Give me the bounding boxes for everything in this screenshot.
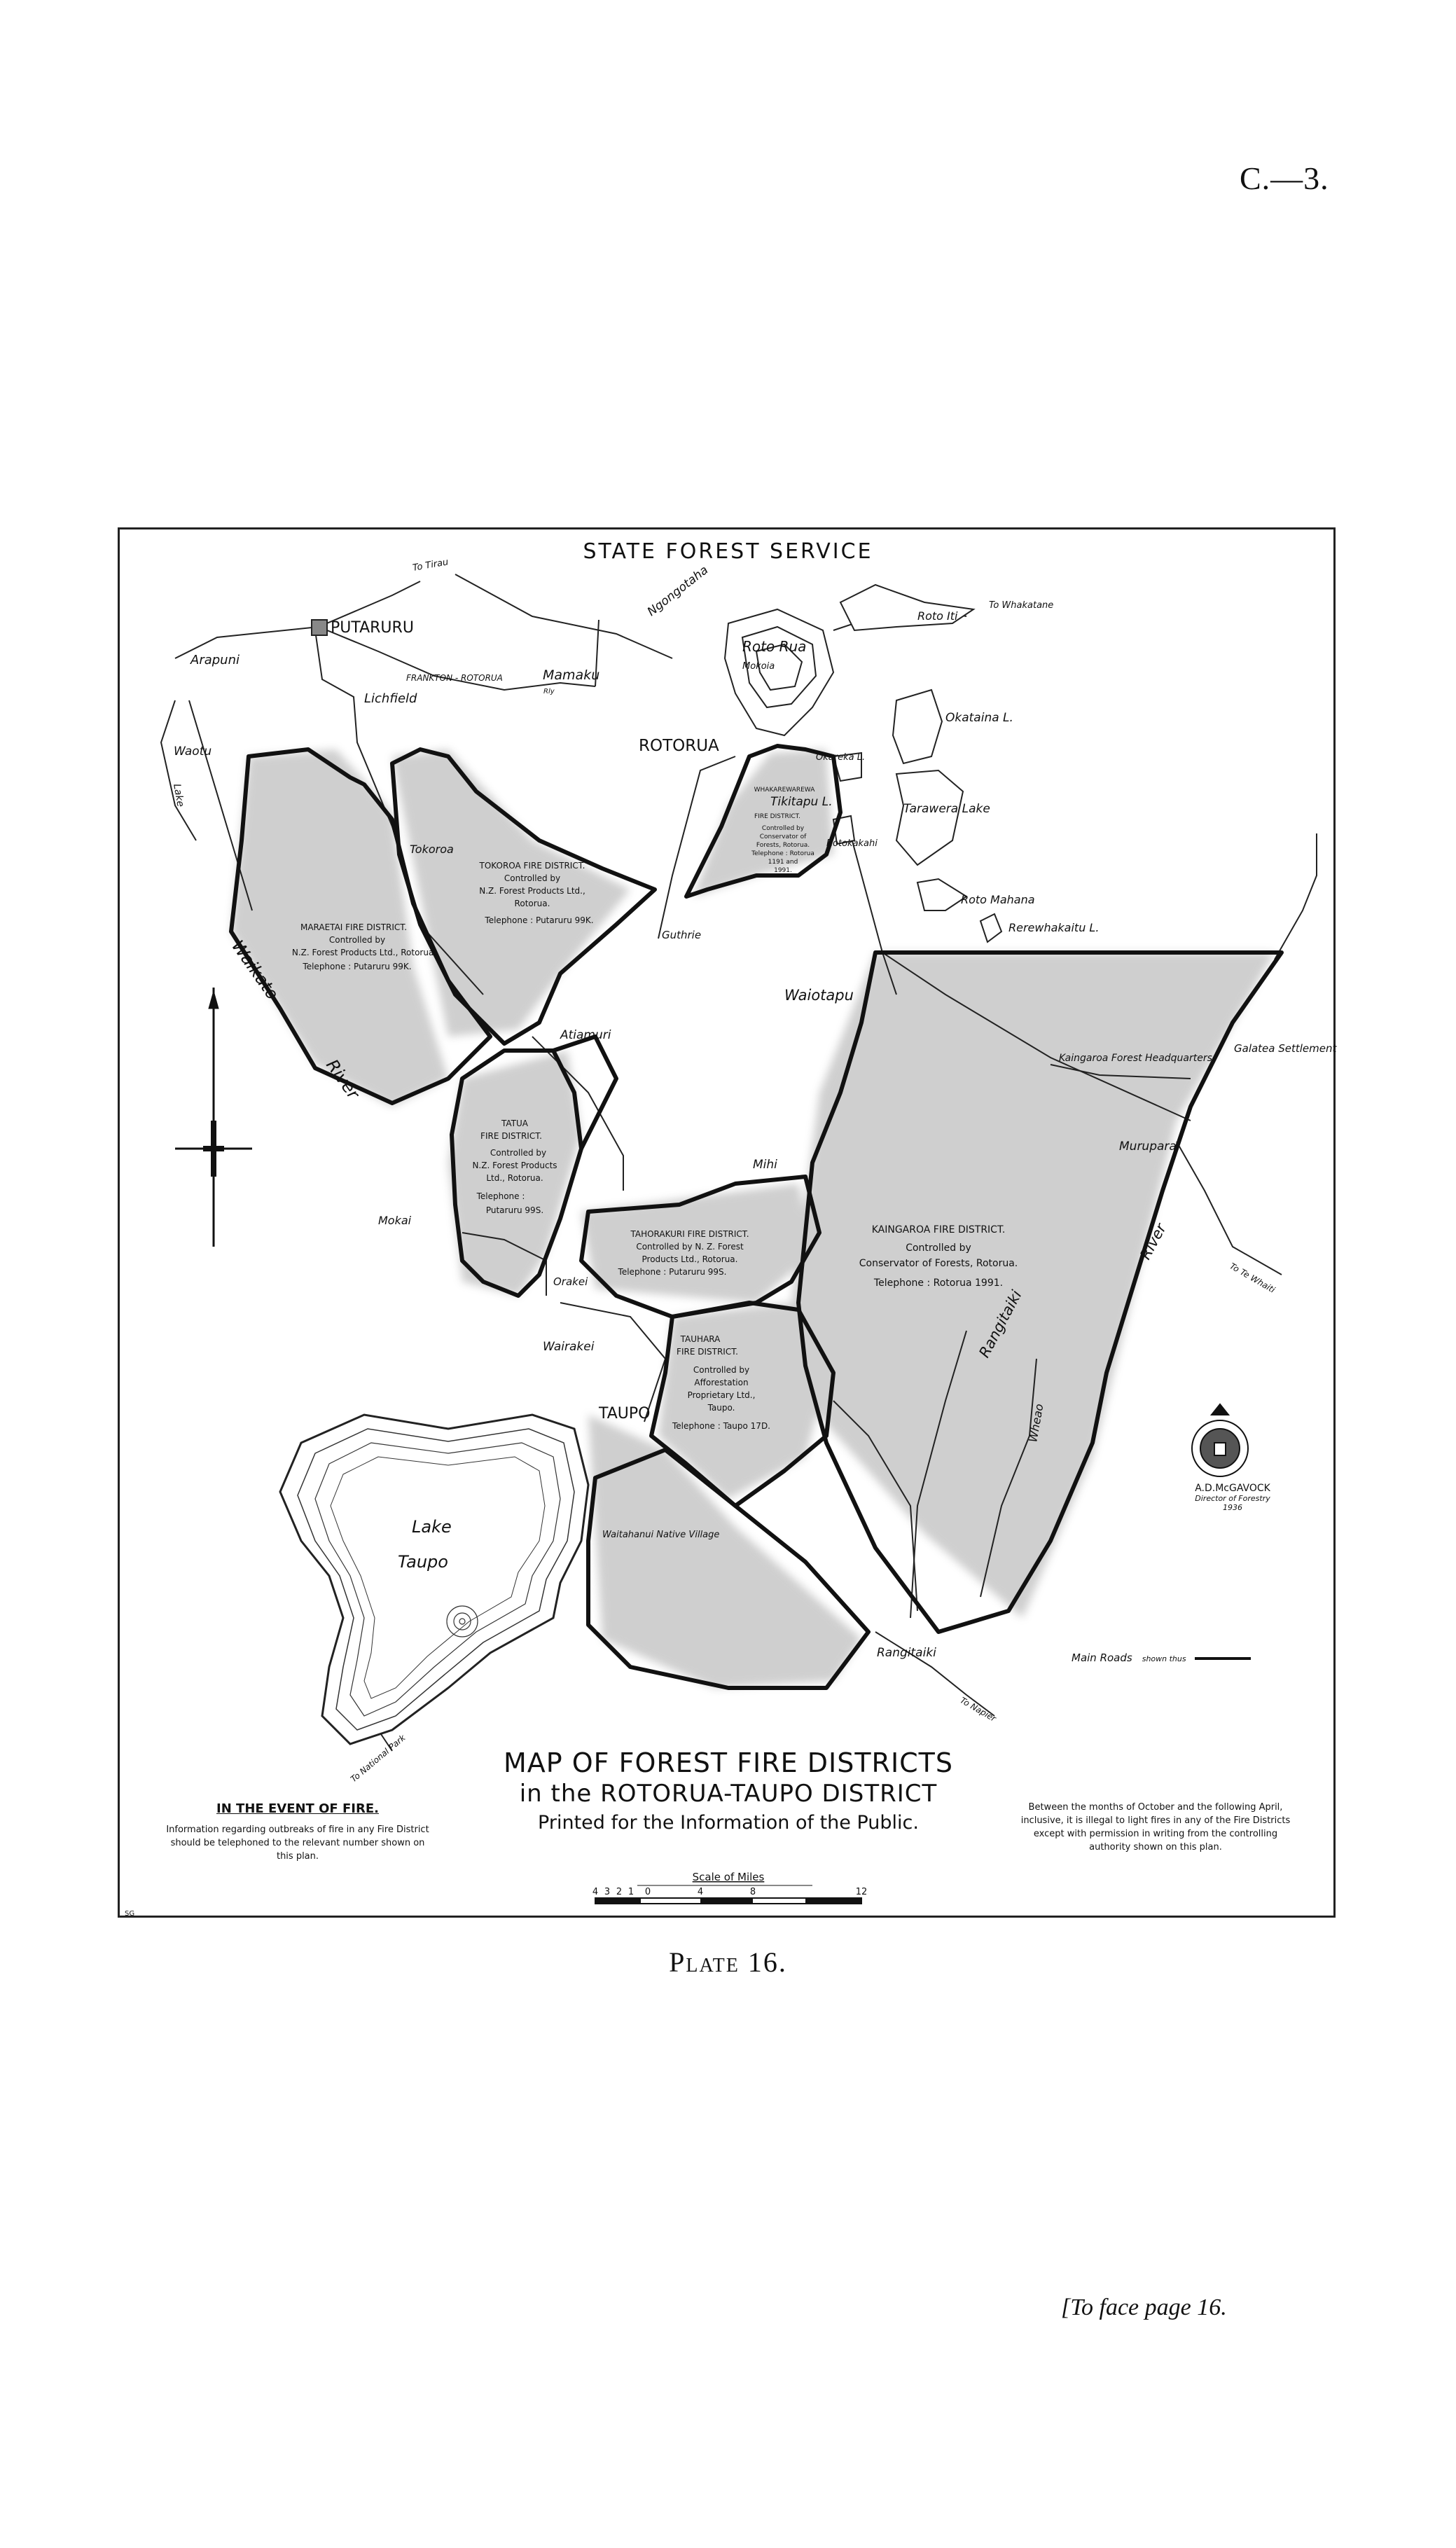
svg-text:0: 0 [644, 1887, 651, 1897]
svg-text:1191 and: 1191 and [768, 859, 798, 866]
svg-text:4: 4 [592, 1887, 599, 1897]
signature-block [1163, 1483, 1303, 1512]
label-to-napier: To Napier [958, 1695, 998, 1724]
label-waitahanui: Waitahanui Native Village [602, 1530, 720, 1540]
label-rly: Rly [543, 688, 555, 695]
label-to-tirau: To Tirau [412, 557, 450, 574]
label-frankton: FRANKTON - ROTORUA [406, 673, 503, 683]
plate-caption: Plate 16. [669, 1946, 787, 1978]
label-river: River [1137, 1221, 1170, 1263]
svg-text:MARAETAI FIRE DISTRICT.: MARAETAI FIRE DISTRICT. [300, 922, 408, 932]
svg-text:Controlled by: Controlled by [328, 935, 386, 945]
svg-text:FIRE DISTRICT.: FIRE DISTRICT. [677, 1347, 738, 1357]
svg-text:Forests, Rotorua.: Forests, Rotorua. [756, 842, 810, 849]
map-header: STATE FOREST SERVICE [583, 539, 873, 564]
label-wheao: Wheao [1026, 1402, 1046, 1443]
svg-text:Telephone : Rotorua 1991.: Telephone : Rotorua 1991. [873, 1278, 1004, 1289]
label-mokai: Mokai [378, 1214, 412, 1227]
label-to-te-whaiti: To Te Whaiti [1228, 1261, 1277, 1295]
event-text: Information regarding outbreaks of fire in any Fire District should be telephoned to the relevant number shown on this plan. [166, 1825, 429, 1862]
scale-label: Scale of Miles [692, 1871, 765, 1883]
label-roto-mahana: Roto Mahana [961, 893, 1035, 906]
svg-text:N.Z. Forest Products: N.Z. Forest Products [472, 1161, 557, 1170]
label-rangitaiki-river: Rangitaiki [976, 1287, 1025, 1361]
legend-small: shown thus [1142, 1654, 1186, 1663]
label-rotokakahi: Rotokakahi [826, 838, 878, 849]
svg-text:Controlled by: Controlled by [906, 1242, 971, 1254]
svg-text:FIRE DISTRICT.: FIRE DISTRICT. [480, 1131, 542, 1141]
label-roto-rua: Roto Rua [742, 638, 807, 655]
map-legend [1072, 1652, 1251, 1664]
svg-text:8: 8 [749, 1887, 756, 1897]
svg-text:Conservator of: Conservator of [759, 833, 807, 840]
svg-text:Rotorua.: Rotorua. [514, 899, 550, 908]
svg-text:WHAKAREWAREWA: WHAKAREWAREWA [754, 787, 815, 794]
svg-text:2: 2 [616, 1887, 623, 1897]
label-roto-iti: Roto Iti [917, 609, 958, 623]
lake-taupo [280, 1415, 588, 1744]
svg-text:TAHORAKURI FIRE DISTRICT.: TAHORAKURI FIRE DISTRICT. [630, 1229, 749, 1239]
label-okataina: Okataina L. [945, 711, 1013, 725]
label-ngongotaha: Ngongotaha [644, 563, 712, 619]
svg-text:Telephone :: Telephone : [476, 1191, 525, 1201]
label-tikitapu: Tikitapu L. [770, 795, 833, 809]
putaruru-marker [312, 620, 327, 635]
label-to-whakatane: To Whakatane [989, 600, 1054, 611]
label-atiamuri: Atiamuri [560, 1028, 611, 1042]
title-line-1: MAP OF FOREST FIRE DISTRICTS [503, 1747, 954, 1778]
label-lake-taupo-1: Lake [412, 1517, 452, 1537]
label-to-national-park: To National Park [348, 1733, 408, 1785]
svg-text:Controlled by: Controlled by [761, 825, 805, 832]
svg-text:Controlled by: Controlled by [504, 873, 561, 883]
svg-text:Telephone : Putaruru 99K.: Telephone : Putaruru 99K. [303, 962, 412, 971]
label-waiotapu: Waiotapu [784, 987, 854, 1004]
svg-text:Products Ltd., Rotorua.: Products Ltd., Rotorua. [642, 1254, 738, 1264]
label-kaingaroa-hq: Kaingaroa Forest Headquarters [1059, 1053, 1212, 1064]
title-line-2: in the ROTORUA-TAUPO DISTRICT [519, 1780, 938, 1808]
signature-role: Director of Forestry [1195, 1494, 1270, 1503]
north-indicator [175, 988, 252, 1247]
label-mokoia: Mokoia [742, 661, 775, 672]
scale-bar [595, 1885, 861, 1904]
svg-text:12: 12 [855, 1887, 868, 1897]
svg-text:1991.: 1991. [774, 867, 792, 874]
label-murupara: Murupara [1119, 1140, 1177, 1154]
svg-text:TATUA: TATUA [501, 1119, 528, 1128]
svg-text:Telephone : Putaruru 99K.: Telephone : Putaruru 99K. [485, 915, 594, 925]
svg-text:Ltd., Rotorua.: Ltd., Rotorua. [486, 1173, 543, 1183]
prohibition-text: Between the months of October and the following April, inclusive, it is illegal to light fires in any of the Fire Districts except with permission in writing from the controlling authority shown on this plan. [1020, 1802, 1291, 1853]
label-mamaku: Mamaku [543, 667, 600, 683]
title-line-3: Printed for the Information of the Public. [538, 1812, 919, 1834]
label-tarawera: Tarawera Lake [903, 802, 990, 816]
label-rerewhakaitu: Rerewhakaitu L. [1008, 921, 1100, 934]
svg-text:Taupo.: Taupo. [707, 1403, 735, 1413]
label-lake-word: Lake [171, 782, 186, 808]
prohibition-note [1019, 1801, 1292, 1854]
svg-text:TOKOROA FIRE DISTRICT.: TOKOROA FIRE DISTRICT. [479, 861, 585, 871]
svg-text:3: 3 [604, 1887, 611, 1897]
label-rotorua: ROTORUA [639, 737, 719, 755]
svg-text:FIRE DISTRICT.: FIRE DISTRICT. [754, 813, 800, 820]
draughtsman-initials: SG [125, 1910, 135, 1918]
label-mihi: Mihi [753, 1158, 777, 1172]
label-lichfield: Lichfield [364, 691, 417, 706]
signature-name: A.D.McGAVOCK [1195, 1483, 1270, 1494]
label-putaruru: PUTARURU [331, 619, 414, 637]
crest-emblem [1192, 1404, 1248, 1476]
svg-text:Controlled by N. Z. Forest: Controlled by N. Z. Forest [636, 1242, 744, 1252]
signature-year: 1936 [1223, 1503, 1242, 1512]
svg-text:Putaruru 99S.: Putaruru 99S. [485, 1205, 544, 1215]
svg-text:Telephone : Rotorua: Telephone : Rotorua [751, 850, 814, 857]
svg-text:Controlled by: Controlled by [490, 1148, 547, 1158]
district-tokoroa [479, 861, 594, 925]
svg-text:TAUHARA: TAUHARA [680, 1334, 721, 1344]
svg-text:KAINGAROA FIRE DISTRICT.: KAINGAROA FIRE DISTRICT. [871, 1224, 1006, 1235]
label-orakei: Orakei [553, 1275, 588, 1288]
event-of-fire-note [161, 1800, 434, 1864]
svg-text:N.Z. Forest Products Ltd.,: N.Z. Forest Products Ltd., [479, 886, 585, 896]
svg-text:Afforestation: Afforestation [694, 1378, 749, 1387]
scale-ticks [592, 1887, 867, 1897]
label-waikato: Waikato [228, 936, 283, 1004]
map-title [483, 1747, 973, 1834]
legend-road-line [1195, 1657, 1251, 1660]
label-waikato-river: River [322, 1055, 363, 1103]
svg-text:4: 4 [697, 1887, 704, 1897]
label-taupo: TAUPO [599, 1405, 651, 1422]
face-page-note: [To face page 16. [1061, 2294, 1227, 2320]
svg-text:N.Z. Forest Products Ltd., Rot: N.Z. Forest Products Ltd., Rotorua. [291, 948, 437, 957]
label-galatea: Galatea Settlement [1234, 1042, 1337, 1055]
svg-text:1: 1 [628, 1887, 635, 1897]
page-reference: C.—3. [1240, 160, 1329, 196]
label-rangitaiki-town: Rangitaiki [877, 1646, 936, 1660]
svg-text:Controlled by: Controlled by [693, 1365, 750, 1375]
svg-text:Conservator of Forests, Rotoru: Conservator of Forests, Rotorua. [859, 1258, 1018, 1269]
svg-text:Telephone : Putaruru 99S.: Telephone : Putaruru 99S. [618, 1267, 727, 1277]
svg-text:Telephone : Taupo 17D.: Telephone : Taupo 17D. [672, 1421, 771, 1431]
label-okareka: Okareka L. [816, 752, 866, 763]
label-arapuni: Arapuni [190, 653, 240, 667]
label-waotu: Waotu [174, 745, 212, 759]
label-lake-taupo-2: Taupo [398, 1552, 448, 1572]
event-heading: IN THE EVENT OF FIRE. [216, 1801, 379, 1816]
label-wairakei: Wairakei [543, 1340, 595, 1354]
label-tokoroa: Tokoroa [410, 843, 454, 856]
svg-text:Proprietary Ltd.,: Proprietary Ltd., [687, 1390, 756, 1400]
label-guthrie: Guthrie [662, 929, 702, 941]
legend-label: Main Roads [1072, 1652, 1132, 1664]
